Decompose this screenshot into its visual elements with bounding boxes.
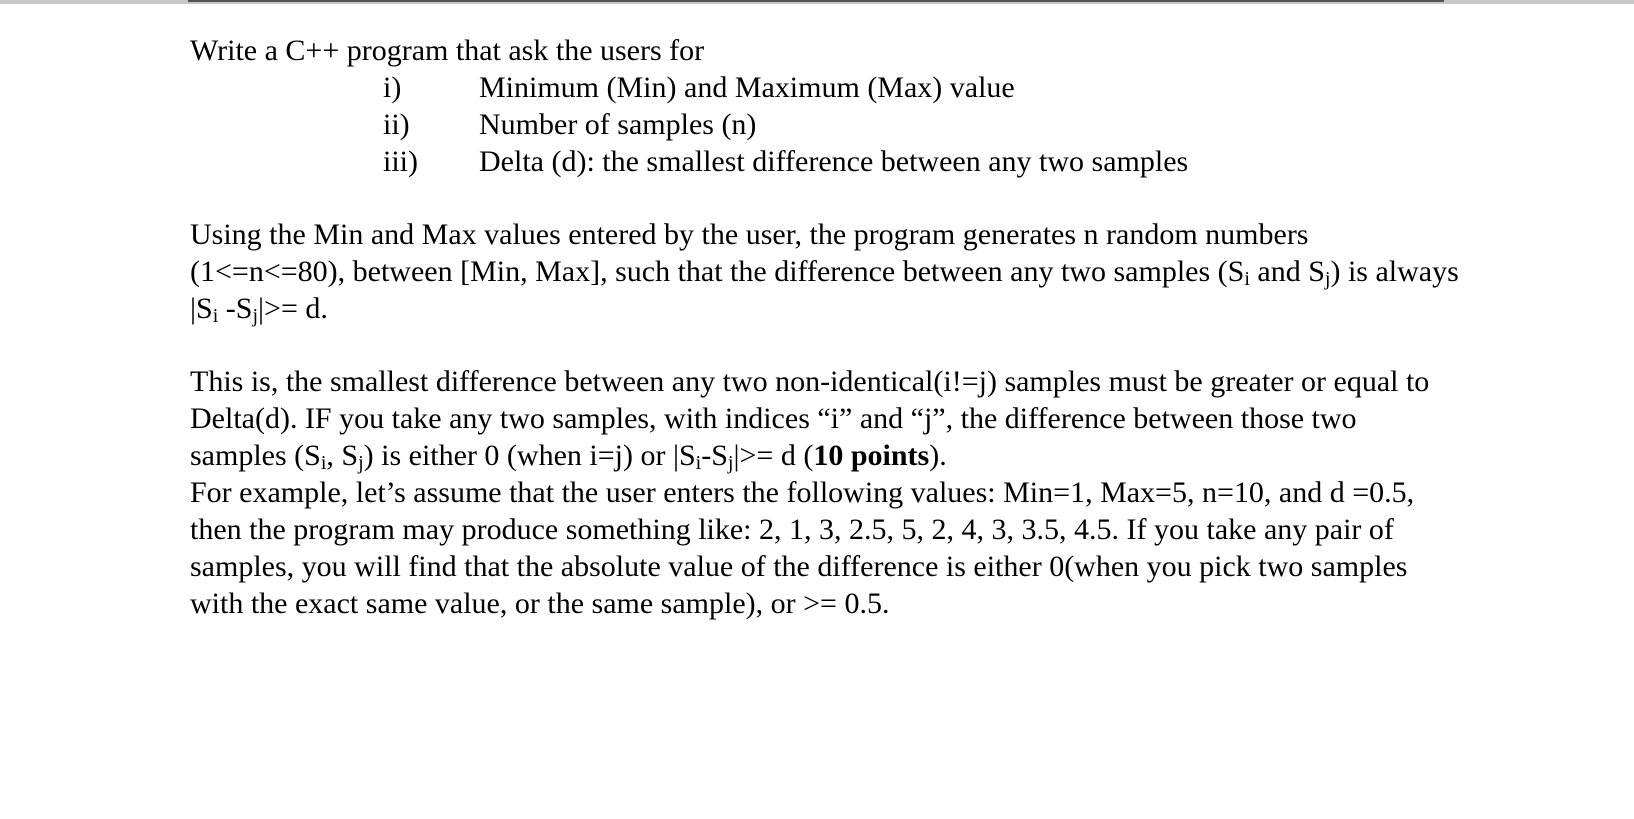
paragraph-definition [190,363,1460,474]
list-item-number: i) [383,71,402,104]
subscript-j: j [727,452,734,474]
para-text: -S [701,439,728,472]
subscript-j: j [1324,268,1331,290]
input-list [190,69,1460,180]
para-text: |>= d ( [733,439,814,472]
subscript-i: i [695,452,702,474]
para-text: and S [1249,255,1325,288]
paragraph-generation [190,216,1460,327]
para-text: ) is either 0 (when i=j) or |S [363,439,696,472]
subscript-i: i [212,305,219,327]
para-text: Using the Min and Max values entered by the user, the program generates n random numbers (1<=n<=80), between [Min, Max], such that the difference between any two samples (S [190,218,1309,288]
document-body [190,32,1460,622]
points-label: 10 points [813,439,930,472]
para-text: |>= d. [258,292,328,325]
page-top-rule [188,0,1444,2]
list-item [383,69,1460,106]
list-item [383,106,1460,143]
paragraph-example: For example, let’s assume that the user enters the following values: Min=1, Max=5, n=10, and d =0.5, then the program may produce something like: 2, 1, 3, 2.5, 5, 2, 4, 3, 3.5, 4.5. If you take any pair of samples, you will find that the absolute value of the difference is either 0(when you pick two samples with the exact same value, or the same sample), or >= 0.5. [190,476,1415,620]
subscript-i: i [320,452,327,474]
subscript-j: j [358,452,364,474]
para-text: ). [929,439,947,472]
list-item-text: Number of samples (n) [479,108,757,141]
para-text: -S [218,292,253,325]
paragraph-gap [190,327,1460,363]
intro-line: Write a C++ program that ask the users for [190,34,705,67]
list-item-number: ii) [383,108,410,141]
list-item-text: Minimum (Min) and Maximum (Max) value [479,71,1015,104]
para-text: ) is always |S [190,255,1459,325]
para-text: This is, the smallest difference between any two non-identical(i!=j) samples must be greater or equal to Delta(d). IF you take any two samples, with indices “i” and “j”, the difference between those two samples (S [190,365,1430,472]
list-item-text: Delta (d): the smallest difference between any two samples [479,145,1189,178]
list-item [383,143,1460,180]
subscript-i: i [1244,268,1250,290]
subscript-j: j [252,305,259,327]
list-item-number: iii) [383,145,418,178]
paragraph-gap [190,180,1460,216]
para-text: , S [326,439,359,472]
